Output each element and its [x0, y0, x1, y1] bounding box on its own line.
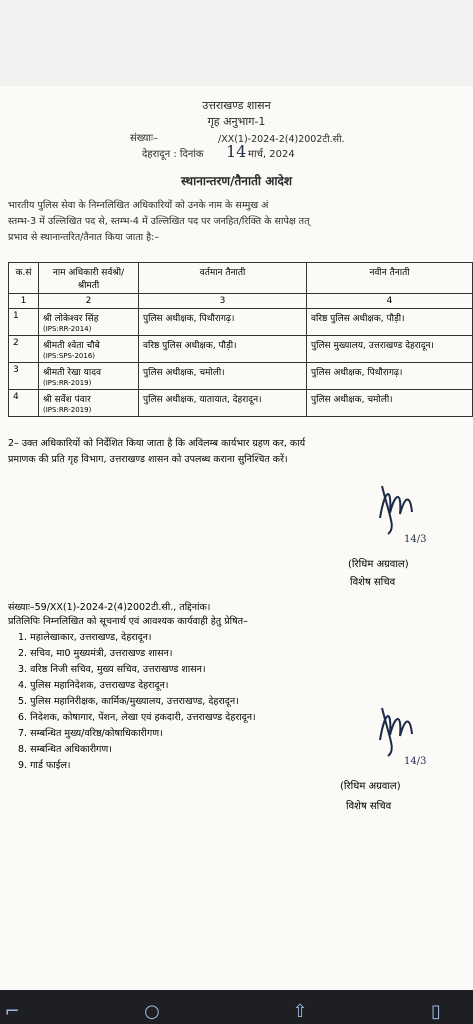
intro-line: भारतीय पुलिस सेवा के निम्नलिखित अधिकारियों को उनके नाम के सम्मुख अं [8, 200, 269, 211]
new-post-cell: पुलिस मुख्यालय, उत्तराखण्ड देहरादून। [307, 336, 473, 363]
officer-name: श्रीमती श्वेता चौबे [43, 341, 100, 351]
copy-item: 9. गार्ड फाईल। [18, 760, 71, 771]
copy-item: 4. पुलिस महानिदेशक, उत्तराखण्ड देहरादून। [18, 680, 169, 691]
serial-cell: 4 [9, 390, 39, 417]
new-post-cell: पुलिस अधीक्षक, चमोली। [307, 390, 473, 417]
copy-item: 5. पुलिस महानिरीक्षक, कार्मिक/मुख्यालय, उत्तराखण्ड, देहरादून। [18, 696, 239, 707]
officer-code: (IPS:SPS-2016) [43, 352, 95, 360]
copy-item: 7. सम्बन्धित मुख्य/वरिष्ठ/कोषाधिकारीगण। [18, 728, 163, 739]
officer-cell [39, 309, 139, 336]
search-icon[interactable]: ○ [144, 1001, 160, 1022]
col-header: नवीन तैनाती [307, 263, 473, 294]
signatory-name: (रिधिम अग्रवाल) [348, 559, 409, 570]
copy-item: 8. सम्बन्धित अधिकारीगण। [18, 744, 112, 755]
table-row [9, 309, 473, 336]
gov-heading: उत्तराखण्ड शासन [202, 99, 271, 112]
copy-intro: प्रतिलिपिः निम्नलिखित को सूचनार्थ एवं आवश्यक कार्यवाही हेतु प्रेषित– [8, 616, 248, 627]
current-post-cell: पुलिस अधीक्षक, पिथौरागढ़। [139, 309, 307, 336]
para2-line: प्रमाणक की प्रति गृह विभाग, उत्तराखण्ड शासन को उपलब्ध कराना सुनिश्चित करें। [8, 454, 288, 465]
viewer-bottom-bar [0, 990, 473, 1024]
current-post-cell: वरिष्ठ पुलिस अधीक्षक, पौड़ी। [139, 336, 307, 363]
officer-code: (IPS:RR-2019) [43, 406, 92, 414]
number-value: /XX(1)-2024-2(4)2002टी.सी. [218, 134, 345, 145]
col-header: वर्तमान तैनाती [139, 263, 307, 294]
officer-cell [39, 363, 139, 390]
col-number: 2 [39, 294, 139, 309]
officer-code: (IPS:RR-2019) [43, 379, 92, 387]
col-number: 4 [307, 294, 473, 309]
order-title: स्थानान्तरण/तैनाती आदेश [180, 174, 292, 188]
officer-cell [39, 390, 139, 417]
col-number: 1 [9, 294, 39, 309]
share-icon[interactable]: ⌐ [4, 1001, 20, 1022]
serial-cell: 3 [9, 363, 39, 390]
column-number-row [9, 294, 473, 309]
upload-icon[interactable]: ⇧ [292, 1001, 308, 1022]
new-post-cell: वरिष्ठ पुलिस अधीक्षक, पौड़ी। [307, 309, 473, 336]
number-label: संख्याः– [130, 133, 159, 144]
col-header: क.सं [9, 263, 39, 294]
table-header-row [9, 263, 473, 294]
date-prefix: देहरादून : दिनांक [142, 149, 204, 160]
signature-date: 14/3 [404, 534, 427, 545]
copy-number: संख्याः–59/XX(1)-2024-2(4)2002टी.सी., तद्दिनांक। [8, 602, 211, 613]
officer-name: श्री सर्वेश पंवार [43, 395, 91, 405]
dept-heading: गृह अनुभाग-1 [207, 115, 266, 128]
intro-line: प्रभाव से स्थानान्तरित/तैनात किया जाता है:– [8, 232, 160, 243]
para2-line: 2– उक्त अधिकारियों को निर्देशित किया जाता है कि अविलम्ब कार्यभार ग्रहण कर, कार्य [8, 438, 306, 449]
officer-name: श्री लोकेश्वर सिंह [43, 314, 99, 324]
copy-item: 1. महालेखाकार, उत्तराखण्ड, देहरादून। [18, 632, 152, 643]
date-month: मार्च, 2024 [248, 149, 295, 160]
copy-item: 3. वरिष्ठ निजी सचिव, मुख्य सचिव, उत्तराखण्ड शासन। [18, 664, 206, 675]
table-row [9, 390, 473, 417]
copy-item: 6. निदेशक, कोषागार, पेंशन, लेखा एवं हकदारी, उत्तराखण्ड देहरादून। [18, 712, 256, 723]
signature-mark [370, 478, 440, 538]
intro-line: स्तम्भ-3 में उल्लिखित पद से, स्तम्भ-4 में उल्लिखित पद पर जनहित/रिक्ति के सापेक्ष तत् [8, 216, 310, 227]
current-post-cell: पुलिस अधीक्षक, यातायात, देहरादून। [139, 390, 307, 417]
serial-cell: 1 [9, 309, 39, 336]
delete-icon[interactable]: ▯ [431, 1001, 441, 1022]
table-row [9, 336, 473, 363]
document-page [0, 86, 473, 990]
viewer-top-bar [0, 0, 473, 86]
col-number: 3 [139, 294, 307, 309]
handwritten-date: 14 [226, 142, 247, 161]
officer-code: (IPS:RR-2014) [43, 325, 92, 333]
current-post-cell: पुलिस अधीक्षक, चमोली। [139, 363, 307, 390]
signatory-name: (रिधिम अग्रवाल) [340, 781, 401, 792]
copy-item: 2. सचिव, मा0 मुख्यमंत्री, उत्तराखण्ड शासन। [18, 648, 173, 659]
new-post-cell: पुलिस अधीक्षक, पिथौरागढ़। [307, 363, 473, 390]
transfer-table [8, 262, 473, 417]
signatory-designation: विशेष सचिव [346, 801, 392, 812]
col-header: नाम अधिकारी सर्वश्री/श्रीमती [39, 263, 139, 294]
signatory-designation: विशेष सचिव [350, 577, 396, 588]
table-row [9, 363, 473, 390]
signature-mark [370, 700, 440, 760]
serial-cell: 2 [9, 336, 39, 363]
officer-cell [39, 336, 139, 363]
signature-date: 14/3 [404, 756, 427, 767]
officer-name: श्रीमती रेखा यादव [43, 368, 101, 378]
